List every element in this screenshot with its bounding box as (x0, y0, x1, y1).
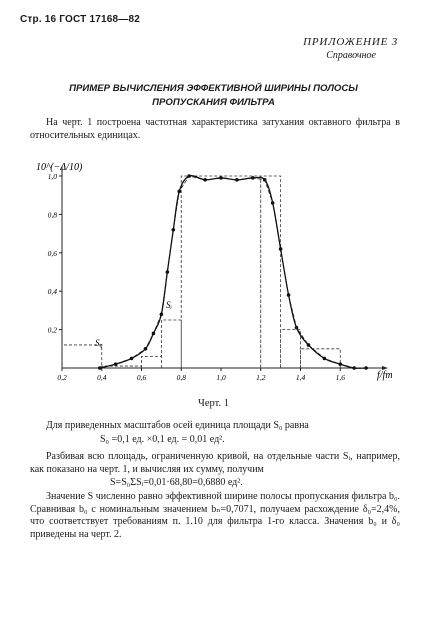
response-chart (0, 150, 427, 390)
data-point (263, 178, 267, 182)
annotation-si: Sᵢ (166, 300, 172, 310)
data-point (279, 247, 283, 251)
x-tick-label: 0,6 (136, 373, 147, 382)
chart-curve (98, 174, 368, 370)
data-point (338, 362, 342, 366)
data-point (219, 176, 223, 180)
data-point (130, 357, 134, 361)
title-line-1: ПРИМЕР ВЫЧИСЛЕНИЯ ЭФФЕКТИВНОЙ ШИРИНЫ ПОЛОСЫ (69, 83, 358, 94)
data-point (144, 347, 148, 351)
x-tick-label: 0,2 (57, 373, 67, 382)
y-tick-label: 0,2 (47, 325, 57, 335)
appendix-type: Справочное (326, 50, 376, 61)
section-title (40, 82, 387, 110)
paragraph-3 (30, 491, 400, 541)
data-point (307, 343, 311, 347)
data-point (166, 270, 170, 274)
x-tick-label: 1,2 (256, 373, 266, 382)
data-point (172, 228, 176, 232)
running-head: Стр. 16 ГОСТ 17168—82 (20, 14, 140, 25)
data-point (98, 366, 102, 370)
y-axis-label: 10^(−Δ/10) (36, 162, 83, 173)
data-point (352, 366, 356, 370)
data-point (271, 201, 275, 205)
x-tick-label: 1,0 (216, 373, 226, 382)
chart-step-approximation (62, 176, 340, 368)
data-point (295, 326, 299, 330)
appendix-label: ПРИЛОЖЕНИЕ 3 (303, 36, 398, 48)
intro-paragraph (30, 117, 400, 142)
y-tick-label: 0,4 (47, 287, 57, 297)
intro-text: На черт. 1 построена частотная характеристика затухания октавного фильтра в относительных единицах. (30, 117, 400, 141)
paragraph-1 (30, 420, 400, 433)
paragraph-2 (30, 451, 400, 476)
figure-caption: Черт. 1 (198, 398, 229, 409)
data-point (364, 366, 368, 370)
chart-labels (36, 162, 393, 381)
x-tick-label: 1,6 (335, 373, 345, 382)
y-tick-label: 0,8 (47, 210, 57, 220)
chart-axes (62, 166, 388, 370)
paragraph-1-text: Для приведенных масштабов осей единица площади S₀ равна (46, 420, 309, 431)
y-tick-label: 0,6 (47, 248, 57, 258)
data-point (203, 178, 207, 182)
polyline-approximation (100, 176, 366, 368)
data-point (251, 176, 255, 180)
formula-total-area: S=S₀ΣSᵢ=0,01·68,80=0,6880 ед². (110, 477, 243, 488)
data-point (187, 174, 191, 178)
x-tick-label: 0,4 (97, 373, 107, 382)
formula-unit-area: S₀ =0,1 ед. ×0,1 ед. = 0,01 ед². (100, 434, 225, 445)
data-point (160, 312, 164, 316)
data-point (287, 293, 291, 297)
x-axis-label: f/fm (377, 370, 393, 381)
paragraph-3-text: Значение S численно равно эффективной ширине полосы пропускания фильтра b₀. Сравнивая b₀ с номинальным значением bₙ=0,7071, получаем расхождение δ₀=2,4%, что соответствует требованиям п. 1.10 для фильтра 1-го класса. Значения b₀ и δ₀ приведены на черт. 2. (30, 491, 400, 540)
x-tick-label: 1,4 (295, 373, 306, 382)
data-point (235, 178, 239, 182)
response-curve (100, 176, 366, 369)
data-point (323, 357, 327, 361)
data-point (177, 190, 181, 194)
x-tick-label: 0,8 (176, 373, 186, 382)
step-rectangles (62, 176, 340, 368)
paragraph-2-text: Разбивая всю площадь, ограниченную кривой, на отдельные части Sᵢ, например, как показано на черт. 1, и вычисляя их сумму, получим (30, 451, 400, 475)
y-tick-label: 1,0 (47, 172, 57, 181)
title-line-2: ПРОПУСКАНИЯ ФИЛЬТРА (152, 97, 275, 108)
data-point (114, 362, 118, 366)
data-point (152, 332, 156, 336)
annotation-s0: S₀ (95, 338, 103, 348)
